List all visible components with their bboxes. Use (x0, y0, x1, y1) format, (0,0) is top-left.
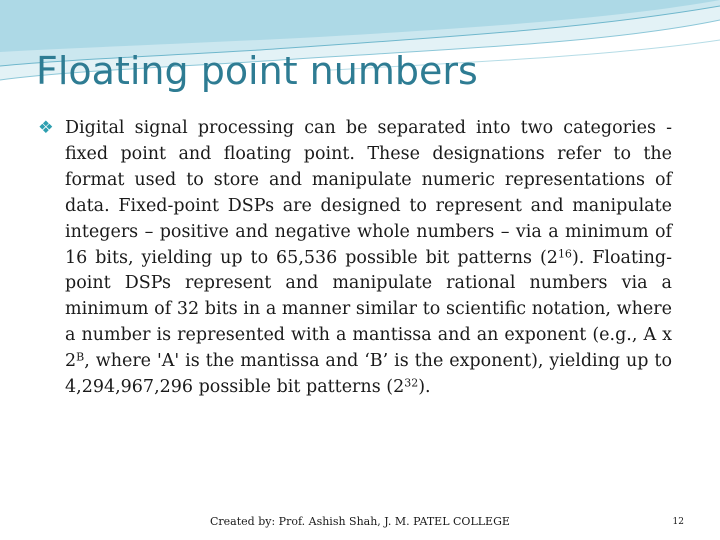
body-paragraph (38, 116, 672, 401)
footer-credit: Created by: Prof. Ashish Shah, J. M. PATEL COLLEGE (210, 515, 510, 528)
page-number: 12 (672, 517, 684, 527)
superscript: B (76, 350, 85, 364)
body-text-part: ). (418, 377, 431, 398)
body-text-part: Digital signal processing can be separated into two categories - fixed point and floating point. These designations refer to the format used to store and manipulate numeric representations of data. Fixed-point DSPs are designed to represent and manipulate integers – positive and negative whole numbers – via a minimum of 16 bits, yielding up to 65,536 possible bit patterns (2 (65, 118, 672, 268)
body-text-part: , where 'A' is the mantissa and ‘B’ is the exponent), yielding up to 4,294,967,296 possible bit patterns (2 (65, 351, 672, 398)
slide-title: Floating point numbers (36, 49, 478, 93)
superscript: 32 (404, 376, 419, 390)
superscript: 16 (557, 247, 572, 261)
body-text-part: ). Floating-point DSPs represent and manipulate rational numbers via a minimum of 32 bits in a manner similar to scientific notation, where a number is represented with a mantissa and an exponent (e.g., A x 2 (65, 247, 672, 372)
diamond-bullet-icon: ❖ (38, 118, 54, 138)
